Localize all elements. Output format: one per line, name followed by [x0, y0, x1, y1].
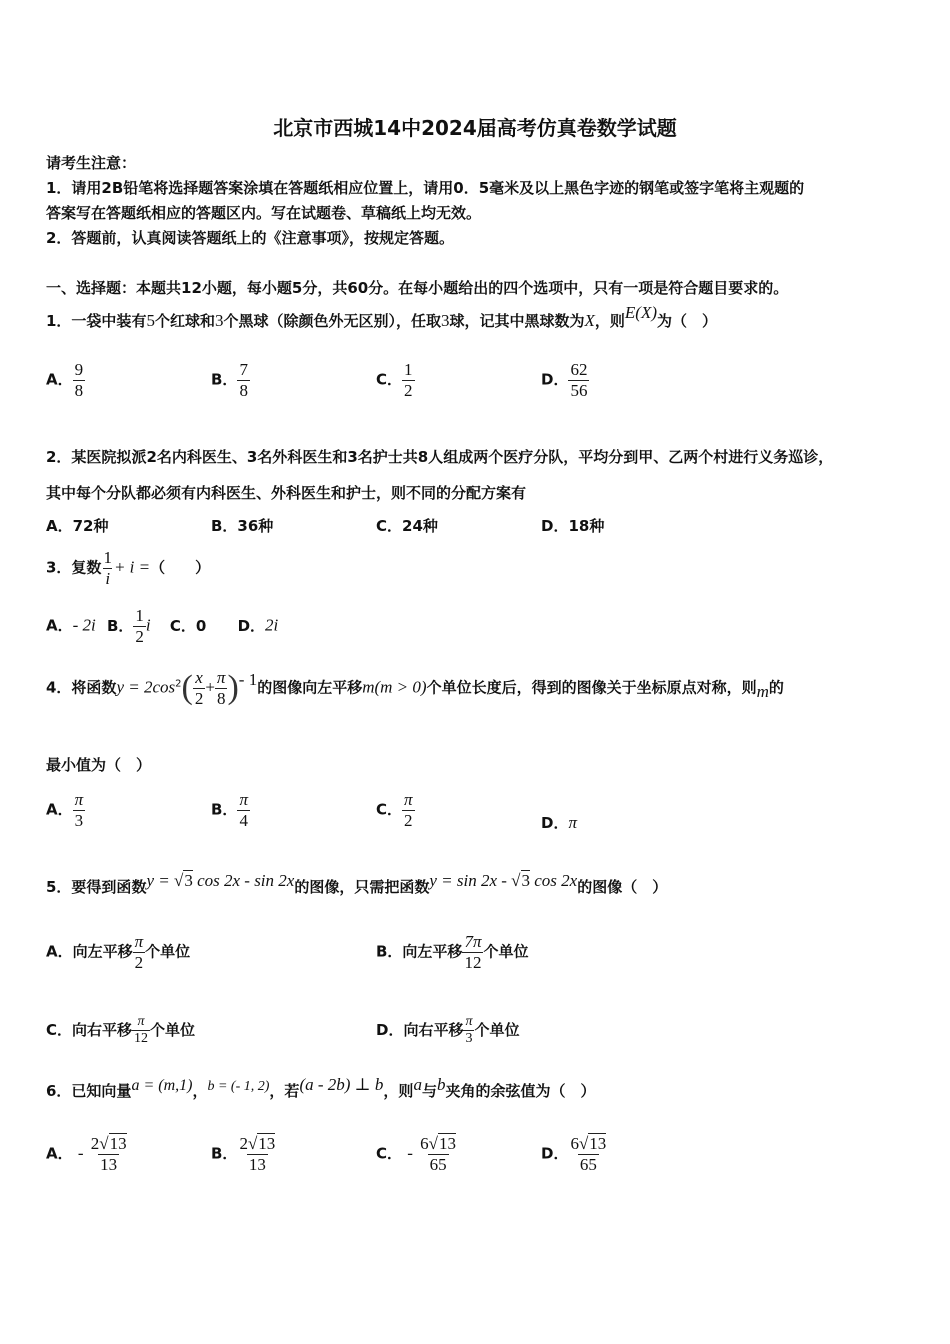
q4-option-b: B． $\frac{\pi}{4}$: [211, 790, 248, 830]
question-6: 6．已知向量a = (m,1)，b = (- 1, 2)，若(a - 2b) ⊥ b，则a与b夹角的余弦值为（ ）: [46, 1075, 596, 1100]
question-1: 1．一袋中装有5个红球和3个黑球（除颜色外无区别），任取3球，记其中黑球数为X，则E(X)为（ ）: [46, 303, 718, 330]
q2-option-a: A．72种: [46, 517, 109, 535]
q1-option-d: D． $\frac{62}{56}$: [541, 360, 588, 400]
notice-line-1a: 1．请用2B铅笔将选择题答案涂填在答题纸相应位置上，请用0．5毫米及以上黑色字迹的钢笔或签字笔将主观题的: [46, 179, 805, 197]
q1-option-b: B． $\frac{7}{8}$: [211, 360, 248, 400]
q5-option-d: D．向右平移 $\frac{\pi}{3}$ 个单位: [376, 1014, 520, 1047]
question-2-line-1: 2．某医院拟派2名内科医生、3名外科医生和3名护士共8人组成两个医疗分队，平均分到甲、乙两个村进行义务巡诊，: [46, 448, 834, 466]
q4-option-c: C． $\frac{\pi}{2}$: [376, 790, 413, 830]
question-4: 4．将函数$y = 2\cos^2$( $\frac{x}{2}$ + $\frac{\pi}{8}$ )- 1的图像向左平移m(m > 0)个单位长度后，得到的图像关于坐标原点对称，则m的: [46, 668, 784, 708]
q4-option-d: D．π: [541, 813, 577, 832]
q1-option-a: A． $\frac{9}{8}$: [46, 360, 84, 400]
q5-option-c: C．向右平移 $\frac{\pi}{12}$ 个单位: [46, 1014, 196, 1047]
q4-option-a: A． $\frac{\pi}{3}$: [46, 790, 84, 830]
q6-option-a: A． - $\frac{2√13}{13}$: [46, 1134, 127, 1174]
notice-line-2: 2．答题前，认真阅读答题纸上的《注意事项》，按规定答题。: [46, 229, 454, 247]
section-heading: 一、选择题：本题共12小题，每小题5分，共60分。在每小题给出的四个选项中，只有一项是符合题目要求的。: [46, 279, 789, 297]
q2-option-d: D．18种: [541, 517, 605, 535]
q6-option-b: B． $\frac{2√13}{13}$: [211, 1134, 276, 1174]
q2-option-b: B．36种: [211, 517, 274, 535]
q5-option-b: B．向左平移 $\frac{7\pi}{12}$ 个单位: [376, 932, 529, 972]
q3-options: A．- 2i B． $\frac{1}{2}$ i C．0 D．2i: [46, 606, 279, 646]
question-3: 3．复数 $\frac{1}{i}$ + i =（ ）: [46, 548, 211, 588]
q5-option-a: A．向左平移 $\frac{\pi}{2}$ 个单位: [46, 932, 191, 972]
question-2-line-2: 其中每个分队都必须有内科医生、外科医生和护士，则不同的分配方案有: [46, 484, 527, 502]
notice-line-1b: 答案写在答题纸相应的答题区内。写在试题卷、草稿纸上均无效。: [46, 204, 482, 222]
notice-heading: 请考生注意：: [46, 154, 137, 172]
q6-option-d: D． $\frac{6√13}{65}$: [541, 1134, 607, 1174]
q6-option-c: C． - $\frac{6√13}{65}$: [376, 1134, 456, 1174]
question-5: 5．要得到函数y = √3 cos 2x - sin 2x的图像，只需把函数y = sin 2x - √3 cos 2x的图像（ ）: [46, 871, 668, 896]
page-title: 北京市西城14中2024届高考仿真卷数学试题: [273, 116, 677, 140]
q1-option-c: C． $\frac{1}{2}$: [376, 360, 413, 400]
question-4-line-2: 最小值为（ ）: [46, 756, 152, 774]
q2-option-c: C．24种: [376, 517, 438, 535]
